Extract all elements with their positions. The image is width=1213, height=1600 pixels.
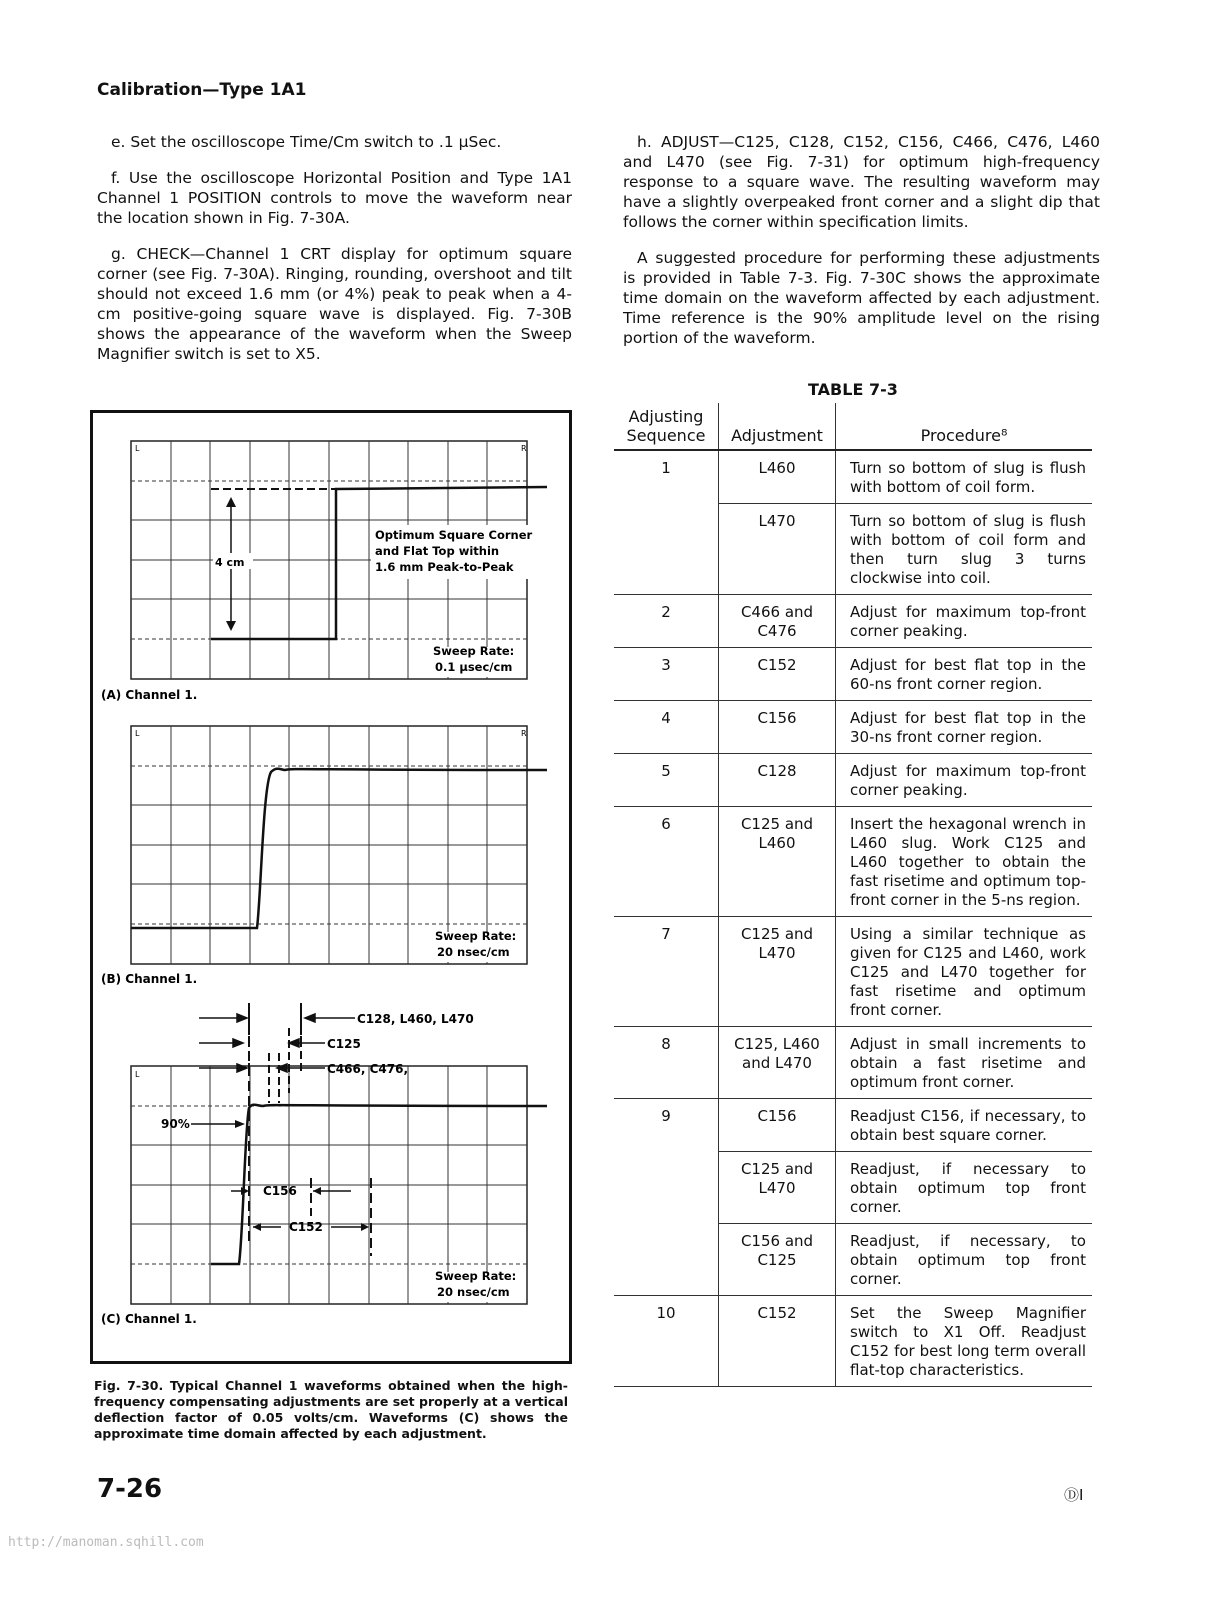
figure-caption: Fig. 7-30. Typical Channel 1 waveforms obtained when the high-frequency compensating adjustments are set properly at a vertical deflection factor of 0.05 volts/cm. Waveforms (C) shows the approximate time domain affected by each adjustment. bbox=[94, 1378, 568, 1441]
figure-7-30-box bbox=[90, 410, 572, 1364]
adj-cell: C152 bbox=[719, 648, 836, 701]
panel-a-note-2: and Flat Top within bbox=[375, 544, 500, 558]
panel-a-label: (A) Channel 1. bbox=[101, 688, 198, 702]
seq-cell: 9 bbox=[614, 1099, 719, 1152]
panel-a-corner-l: L bbox=[135, 444, 140, 453]
panel-b-sweep-value: 20 nsec/cm bbox=[437, 945, 510, 959]
callout-c128-l460-l470: C128, L460, L470 bbox=[357, 1012, 474, 1026]
panel-b-corner-r: R bbox=[521, 729, 527, 738]
proc-cell: Turn so bottom of slug is flush with bottom of coil form and then turn slug 3 turns clockwise into coil. bbox=[836, 504, 1093, 595]
table-row bbox=[614, 1224, 1092, 1296]
adj-cell: C125 and L460 bbox=[719, 807, 836, 917]
panel-c-span-c156: C156 bbox=[263, 1184, 297, 1198]
proc-cell: Adjust for maximum top-front corner peaking. bbox=[836, 595, 1093, 648]
seq-cell bbox=[614, 1224, 719, 1296]
adj-cell: C128 bbox=[719, 754, 836, 807]
seq-cell: 8 bbox=[614, 1027, 719, 1099]
adj-cell: C125 and L470 bbox=[719, 917, 836, 1027]
proc-cell: Readjust, if necessary, to obtain optimum top front corner. bbox=[836, 1224, 1093, 1296]
table-row bbox=[614, 504, 1092, 595]
adj-cell: C156 bbox=[719, 701, 836, 754]
header-sequence: Adjusting Sequence bbox=[614, 403, 719, 450]
table-row bbox=[614, 701, 1092, 754]
step-e: e. Set the oscilloscope Time/Cm switch to .1 μSec. bbox=[111, 133, 502, 151]
adj-cell: L470 bbox=[719, 504, 836, 595]
adj-cell: C156 bbox=[719, 1099, 836, 1152]
header-procedure: Procedure⁸ bbox=[836, 403, 1093, 450]
table-row bbox=[614, 450, 1092, 504]
step-h: h. ADJUST—C125, C128, C152, C156, C466, C476, L460 and L470 (see Fig. 7-31) for optimum high-frequency response to a square wave. The resulting waveform may have a slightly overpeaked front corner and a slight dip that follows the corner within specification limits. bbox=[623, 133, 1100, 231]
seq-cell bbox=[614, 1152, 719, 1224]
panel-c-ref-90: 90% bbox=[161, 1117, 190, 1131]
proc-cell: Adjust for maximum top-front corner peaking. bbox=[836, 754, 1093, 807]
waveform-figure bbox=[93, 413, 569, 1361]
timing-markers bbox=[249, 1003, 301, 1103]
table-row bbox=[614, 1027, 1092, 1099]
panel-b-corner-l: L bbox=[135, 729, 140, 738]
seq-cell: 4 bbox=[614, 701, 719, 754]
proc-cell: Set the Sweep Magnifier switch to X1 Off. Readjust C152 for best long term overall flat-top characteristics. bbox=[836, 1296, 1093, 1387]
table-row bbox=[614, 1296, 1092, 1387]
proc-cell: Adjust in small increments to obtain a fast risetime and optimum front corner. bbox=[836, 1027, 1093, 1099]
seq-cell: 1 bbox=[661, 459, 671, 477]
adj-cell: C125 and L470 bbox=[719, 1152, 836, 1224]
panel-c-span-c152: C152 bbox=[289, 1220, 323, 1234]
seq-cell: 5 bbox=[614, 754, 719, 807]
table-row bbox=[614, 595, 1092, 648]
callout-c466-c476: C466, C476, bbox=[327, 1062, 409, 1076]
panel-a-corner-r: R bbox=[521, 444, 527, 453]
source-watermark: http://manoman.sqhill.com bbox=[8, 1535, 204, 1550]
proc-cell: Adjust for best flat top in the 30-ns front corner region. bbox=[836, 701, 1093, 754]
table-row bbox=[614, 754, 1092, 807]
seq-cell: 7 bbox=[614, 917, 719, 1027]
panel-c-corner-l: L bbox=[135, 1070, 140, 1079]
adj-cell: C466 and C476 bbox=[719, 595, 836, 648]
seq-cell: 10 bbox=[614, 1296, 719, 1387]
panel-b-label: (B) Channel 1. bbox=[101, 972, 198, 986]
proc-cell: Adjust for best flat top in the 60-ns front corner region. bbox=[836, 648, 1093, 701]
callout-c125: C125 bbox=[327, 1037, 361, 1051]
table-row bbox=[614, 917, 1092, 1027]
proc-cell: Readjust C156, if necessary, to obtain best square corner. bbox=[836, 1099, 1093, 1152]
page-header: Calibration—Type 1A1 bbox=[97, 80, 307, 100]
seq-cell bbox=[614, 504, 719, 595]
step-g: g. CHECK—Channel 1 CRT display for optimum square corner (see Fig. 7-30A). Ringing, rounding, overshoot and tilt should not exceed 1.6 mm (or 4%) peak to peak when a 4-cm positive-going square wave is displayed. Fig. 7-30B shows the appearance of the waveform when the Sweep Magnifier switch is set to X5. bbox=[97, 245, 572, 363]
proc-cell: Turn so bottom of slug is flush with bottom of coil form. bbox=[836, 450, 1093, 504]
revision-mark: ⒹⅠ bbox=[1064, 1486, 1084, 1504]
proc-cell: Using a similar technique as given for C125 and L460, work C125 and L470 together for fast risetime and optimum front corner. bbox=[836, 917, 1093, 1027]
right-column-text bbox=[623, 132, 1100, 364]
table-row bbox=[614, 807, 1092, 917]
table-title: TABLE 7-3 bbox=[808, 380, 898, 399]
adj-cell: C156 and C125 bbox=[719, 1224, 836, 1296]
panel-a-sweep-value: 0.1 μsec/cm bbox=[435, 660, 513, 674]
adj-cell: L460 bbox=[719, 450, 836, 504]
procedure-intro: A suggested procedure for performing these adjustments is provided in Table 7-3. Fig. 7-30C shows the approximate time domain on the waveform affected by each adjustment. Time reference is the 90% amplitude level on the rising portion of the waveform. bbox=[623, 249, 1100, 347]
panel-b-sweep-label: Sweep Rate: bbox=[435, 929, 517, 943]
panel-a-amplitude: 4 cm bbox=[215, 556, 245, 569]
seq-cell: 2 bbox=[614, 595, 719, 648]
panel-a-note-3: 1.6 mm Peak-to-Peak bbox=[375, 560, 514, 574]
adj-cell: C125, L460 and L470 bbox=[719, 1027, 836, 1099]
seq-cell: 6 bbox=[614, 807, 719, 917]
panel-c-sweep-label: Sweep Rate: bbox=[435, 1269, 517, 1283]
table-row bbox=[614, 648, 1092, 701]
adj-cell: C152 bbox=[719, 1296, 836, 1387]
step-f: f. Use the oscilloscope Horizontal Position and Type 1A1 Channel 1 POSITION controls to move the waveform near the location shown in Fig. 7-30A. bbox=[97, 169, 572, 227]
page-number: 7-26 bbox=[97, 1474, 163, 1504]
panel-c-label: (C) Channel 1. bbox=[101, 1312, 197, 1326]
proc-cell: Insert the hexagonal wrench in L460 slug. Work C125 and L460 together to obtain the fast risetime and optimum top-front corner in the 5-ns region. bbox=[836, 807, 1093, 917]
proc-cell: Readjust, if necessary to obtain optimum top front corner. bbox=[836, 1152, 1093, 1224]
header-adjustment: Adjustment bbox=[719, 403, 836, 450]
table-row bbox=[614, 1099, 1092, 1152]
left-column-text bbox=[97, 132, 572, 380]
adjustment-table bbox=[614, 403, 1092, 1387]
panel-a-sweep-label: Sweep Rate: bbox=[433, 644, 515, 658]
table-row bbox=[614, 1152, 1092, 1224]
panel-a-note-1: Optimum Square Corner bbox=[375, 528, 533, 542]
panel-c-sweep-value: 20 nsec/cm bbox=[437, 1285, 510, 1299]
seq-cell: 3 bbox=[614, 648, 719, 701]
